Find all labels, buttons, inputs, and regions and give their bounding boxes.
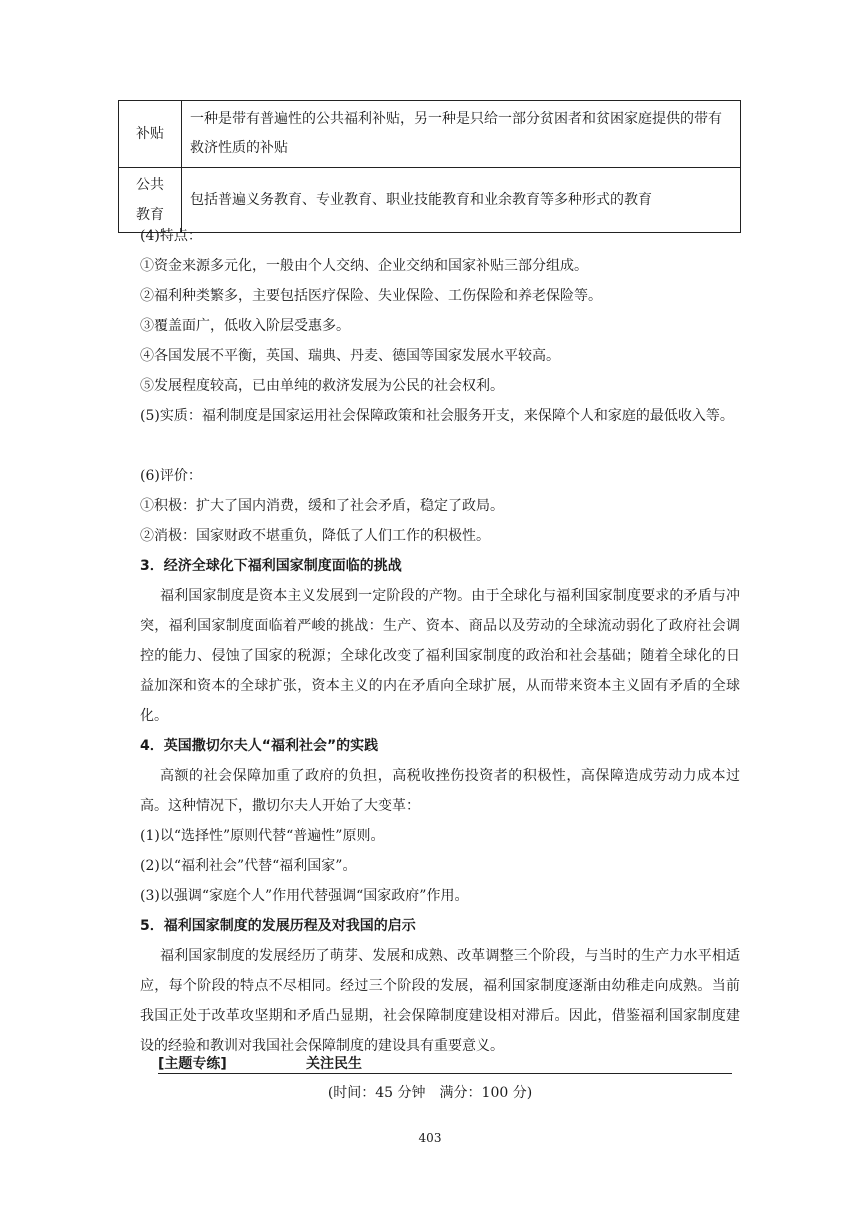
table-row [119,101,741,168]
reform-item: (3)以强调“家庭个人”作用代替强调“国家政府”作用。 [140,888,469,904]
table-row-head: 补贴 [119,101,182,168]
time-and-score: (时间：45 分钟 满分：100 分) [327,1085,533,1101]
evaluation-item: ①积极：扩大了国内消费，缓和了社会矛盾，稳定了政局。 [140,498,504,514]
feature-item: ③覆盖面广，低收入阶层受惠多。 [140,318,350,334]
page-number: 403 [418,1131,442,1145]
table-row-body: 包括普遍义务教育、专业教育、职业技能教育和业余教育等多种形式的教育 [182,168,741,233]
feature-item: ②福利种类繁多，主要包括医疗保险、失业保险、工伤保险和养老保险等。 [140,288,602,304]
evaluation-title: (6)评价： [140,468,202,484]
section-heading: 4．英国撒切尔夫人“福利社会”的实践 [140,738,379,754]
table-row-head: 公共教育 [119,168,182,233]
section-heading: 3．经济全球化下福利国家制度面临的挑战 [140,558,402,574]
essence-paragraph: (5)实质：福利制度是国家运用社会保障政策和社会服务开支，来保障个人和家庭的最低收入等。 [140,408,734,424]
section-paragraph: 高额的社会保障加重了政府的负担，高税收挫伤投资者的积极性，高保障造成劳动力成本过高。这种情况下，撒切尔夫人开始了大变革： [140,768,740,814]
topic-drill-label: [主题专练] [158,1056,227,1072]
topic-drill-header [158,1053,732,1074]
evaluation-item: ②消极：国家财政不堪重负，降低了人们工作的积极性。 [140,528,490,544]
table-row-body: 一种是带有普遍性的公共福利补贴，另一种是只给一部分贫困者和贫困家庭提供的带有救济性质的补贴 [182,101,741,168]
reform-item: (1)以“选择性”原则代替“普遍性”原则。 [140,828,385,844]
feature-item: ①资金来源多元化，一般由个人交纳、企业交纳和国家补贴三部分组成。 [140,258,588,274]
topic-drill-title: 关注民生 [306,1056,362,1072]
section-paragraph: 福利国家制度是资本主义发展到一定阶段的产物。由于全球化与福利国家制度要求的矛盾与冲突，福利国家制度面临着严峻的挑战：生产、资本、商品以及劳动的全球流动弱化了政府社会调控的能力、侵蚀了国家的税源；全球化改变了福利国家制度的政治和社会基础；随着全球化的日益加深和资本的全球扩张，资本主义的内在矛盾向全球扩展，从而带来资本主义固有矛盾的全球化。 [140,588,740,724]
section-paragraph: 福利国家制度的发展经历了萌芽、发展和成熟、改革调整三个阶段，与当时的生产力水平相适应，每个阶段的特点不尽相同。经过三个阶段的发展，福利国家制度逐渐由幼稚走向成熟。当前我国正处于改革攻坚期和矛盾凸显期，社会保障制度建设相对滞后。因此，借鉴福利国家制度建设的经验和教训对我国社会保障制度的建设具有重要意义。 [140,948,740,1054]
section-heading: 5．福利国家制度的发展历程及对我国的启示 [140,918,416,934]
features-title: (4)特点： [140,228,202,244]
feature-item: ⑤发展程度较高，已由单纯的救济发展为公民的社会权利。 [140,378,504,394]
feature-item: ④各国发展不平衡，英国、瑞典、丹麦、德国等国家发展水平较高。 [140,348,560,364]
welfare-types-table [118,100,741,233]
table-row [119,168,741,233]
reform-item: (2)以“福利社会”代替“福利国家”。 [140,858,357,874]
